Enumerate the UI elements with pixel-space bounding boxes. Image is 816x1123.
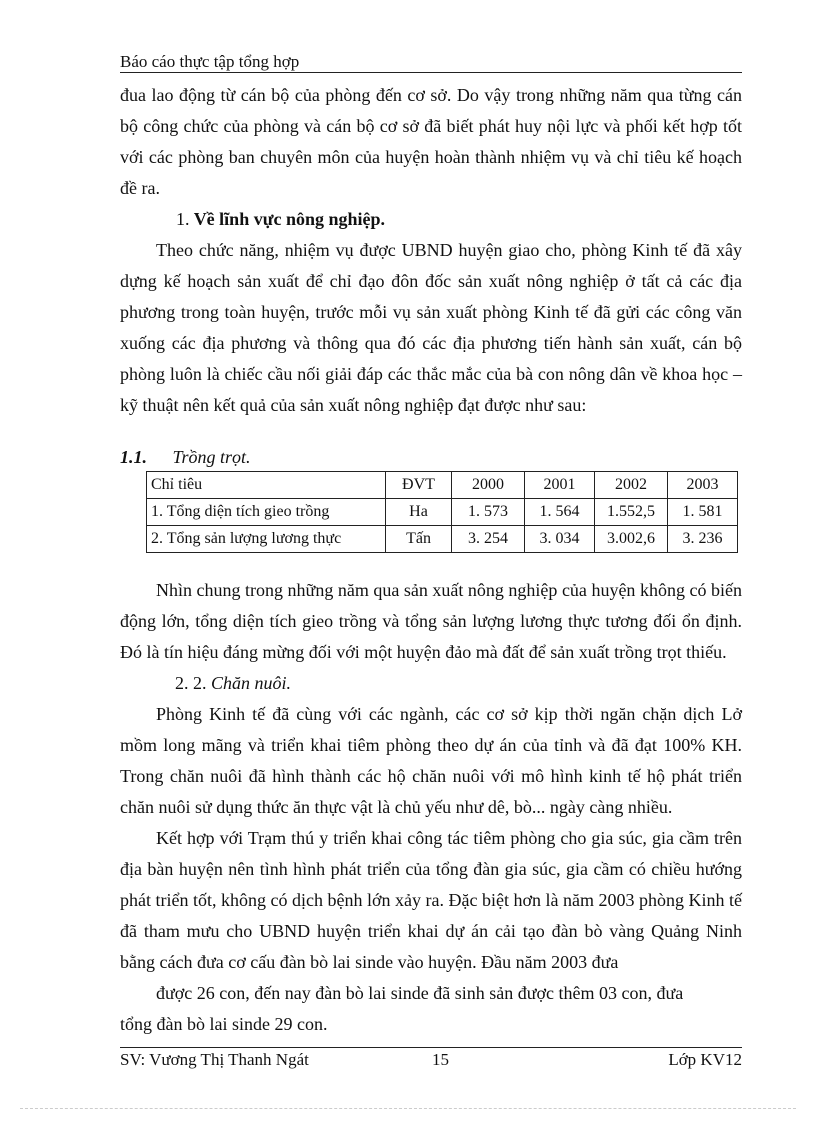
col-header-indicator: Chỉ tiêu [147, 472, 386, 499]
section-number: 1. [176, 209, 190, 229]
table-cell: 1. 573 [452, 499, 525, 526]
paragraph: Nhìn chung trong những năm qua sản xuất nông nghiệp của huyện không có biến động lớn, tổng diện tích gieo trồng và tổng sản lượng lương thực tương đối ổn định. Đó là tín hiệu đáng mừng đối với một huyện đảo mà đất để sản xuất trồng trọt thiếu. [120, 580, 742, 662]
col-header-2002: 2002 [595, 472, 668, 499]
col-header-unit: ĐVT [386, 472, 452, 499]
table-cell: 2. Tổng sản lượng lương thực [147, 526, 386, 553]
section-heading-agriculture [120, 204, 742, 235]
subsection-title: Trồng trọt. [172, 447, 251, 467]
col-header-2000: 2000 [452, 472, 525, 499]
page-header [120, 52, 742, 73]
report-title: Báo cáo thực tập tổng hợp [120, 52, 300, 71]
table-cell: 1. 581 [668, 499, 738, 526]
table-cell: 3.002,6 [595, 526, 668, 553]
table-header-row [147, 472, 738, 499]
subsection-number: 1.1. [120, 447, 147, 467]
section-number: 2. 2. [175, 673, 207, 693]
table-row [147, 526, 738, 553]
section-title: Chăn nuôi. [211, 673, 292, 693]
paragraph: tổng đàn bò lai sinde 29 con. [120, 1014, 328, 1034]
table-cell: 3. 254 [452, 526, 525, 553]
table-cell: Ha [386, 499, 452, 526]
page-footer [120, 1047, 742, 1072]
table-cell: 3. 034 [525, 526, 595, 553]
section-title: Về lĩnh vực nông nghiệp. [193, 209, 386, 229]
table-row [147, 499, 738, 526]
table-cell: 3. 236 [668, 526, 738, 553]
table-cell: 1.552,5 [595, 499, 668, 526]
col-header-2003: 2003 [668, 472, 738, 499]
table-cell: 1. Tổng diện tích gieo trồng [147, 499, 386, 526]
student-name: SV: Vương Thị Thanh Ngát [120, 1050, 309, 1069]
page-break-divider [20, 1108, 796, 1109]
paragraph: Phòng Kinh tế đã cùng với các ngành, các cơ sở kịp thời ngăn chặn dịch Lở mồm long mãng và triển khai tiêm phòng theo dự án của tỉnh và đã đạt 100% KH. Trong chăn nuôi đã hình thành các hộ chăn nuôi với mô hình kinh tế hộ phát triển chăn nuôi sử dụng thức ăn thực vật là chủ yếu như dê, bò... ngày càng nhiều. [120, 704, 742, 817]
paragraph: đua lao động từ cán bộ của phòng đến cơ sở. Do vậy trong những năm qua từng cán bộ công chức của phòng và cán bộ cơ sở đã biết phát huy nội lực và phối kết hợp tốt với các phòng ban chuyên môn của huyện hoàn thành nhiệm vụ và chỉ tiêu kế hoạch đề ra. [120, 85, 742, 198]
paragraph: Kết hợp với Trạm thú y triển khai công tác tiêm phòng cho gia súc, gia cầm trên địa bàn huyện nên tình hình phát triển của tổng đàn gia súc, gia cầm có chiều hướng phát triển tốt, không có dịch bệnh lớn xảy ra. Đặc biệt hơn là năm 2003 phòng Kinh tế đã tham mưu cho UBND huyện triển khai dự án cải tạo đàn bò vàng Quảng Ninh bằng cách đưa cơ cấu đàn bò lai sinde vào huyện. Đầu năm 2003 đưa [120, 828, 742, 972]
class-name: Lớp KV12 [668, 1050, 742, 1069]
paragraph: được 26 con, đến nay đàn bò lai sinde đã sinh sản được thêm 03 con, đưa [156, 983, 684, 1003]
crop-statistics-table [146, 471, 738, 553]
page-body [120, 80, 742, 1040]
paragraph: Theo chức năng, nhiệm vụ được UBND huyện giao cho, phòng Kinh tế đã xây dựng kế hoạch sản xuất để chỉ đạo đôn đốc sản xuất nông nghiệp ở tất cả các địa phương trong toàn huyện, trước mỗi vụ sản xuất phòng Kinh tế đã gửi các công văn xuống các địa phương và thông qua đó các địa phương tiến hành sản xuất, cán bộ phòng luôn là chiếc cầu nối giải đáp các thắc mắc của bà con nông dân về khoa học – kỹ thuật nên kết quả của sản xuất nông nghiệp đạt được như sau: [120, 240, 742, 415]
table-cell: Tấn [386, 526, 452, 553]
page-number: 15 [432, 1050, 449, 1069]
col-header-2001: 2001 [525, 472, 595, 499]
subsection-heading-crops [120, 443, 742, 471]
table-cell: 1. 564 [525, 499, 595, 526]
section-heading-livestock [120, 668, 742, 699]
